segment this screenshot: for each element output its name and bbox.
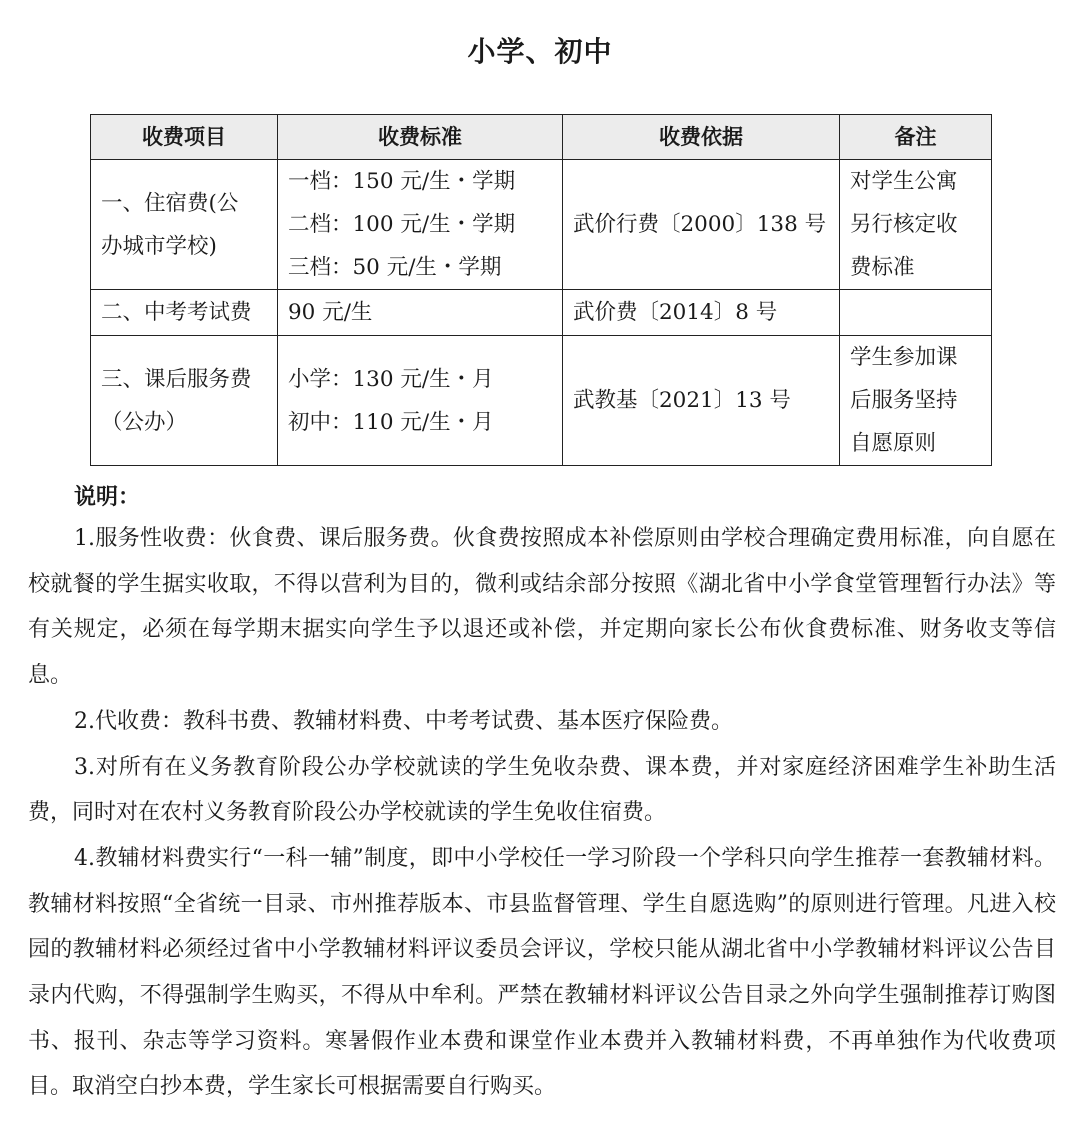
note-paragraph: 2.代收费：教科书费、教辅材料费、中考考试费、基本医疗保险费。 xyxy=(74,708,733,734)
cell-line: 三档：50 元/生・学期 xyxy=(288,255,502,280)
cell-line: 办城市学校) xyxy=(101,233,217,259)
cell-fee-item: 二、中考考试费 xyxy=(91,290,278,336)
table-row xyxy=(91,160,992,290)
note-paragraph: 1.服务性收费：伙食费、课后服务费。伙食费按照成本补偿原则由学校合理确定费用标准，向自愿在校就餐的学生据实收取，不得以营利为目的，微利或结余部分按照《湖北省中小学食堂管理暂行办法》等有关规定，必须在每学期末据实向学生予以退还或补偿，并定期向家长公布伙食费标准、财务收支等信息。 xyxy=(28,526,1056,689)
cell-fee-standard: 90 元/生 xyxy=(278,290,563,336)
cell-line: 学生参加课 xyxy=(850,345,958,370)
header-fee-basis: 收费依据 xyxy=(563,115,840,160)
cell-fee-item xyxy=(91,160,278,290)
header-remarks: 备注 xyxy=(840,115,992,160)
note-paragraph: 4.教辅材料费实行“一科一辅”制度，即中小学校任一学习阶段一个学科只向学生推荐一套教辅材料。教辅材料按照“全省统一目录、市州推荐版本、市县监督管理、学生自愿选购”的原则进行管理。凡进入校园的教辅材料必须经过省中小学教辅材料评议委员会评议，学校只能从湖北省中小学教辅材料评议公告目录内代购，不得强制学生购买，不得从中牟利。严禁在教辅材料评议公告目录之外向学生强制推荐订购图书、报刊、杂志等学习资料。寒暑假作业本费和课堂作业本费并入教辅材料费，不再单独作为代收费项目。取消空白抄本费，学生家长可根据需要自行购买。 xyxy=(28,845,1056,1100)
table-row xyxy=(91,336,992,466)
fee-table xyxy=(90,114,992,466)
notes-heading: 说明： xyxy=(74,485,141,510)
cell-line: 二档：100 元/生・学期 xyxy=(288,212,516,237)
note-paragraph: 3.对所有在义务教育阶段公办学校就读的学生免收杂费、课本费，并对家庭经济困难学生补助生活费，同时对在农村义务教育阶段公办学校就读的学生免收住宿费。 xyxy=(28,754,1056,826)
page-title: 小学、初中 xyxy=(467,35,613,68)
cell-line: 费标准 xyxy=(850,255,915,280)
cell-fee-standard xyxy=(278,336,563,466)
cell-line: 一、住宿费(公 xyxy=(101,190,239,216)
cell-fee-basis: 武价行费〔2000〕138 号 xyxy=(563,160,840,290)
cell-fee-item xyxy=(91,336,278,466)
table-header-row xyxy=(91,115,992,160)
table-row xyxy=(91,290,992,336)
cell-remarks xyxy=(840,160,992,290)
header-fee-standard: 收费标准 xyxy=(278,115,563,160)
cell-line: 一档：150 元/生・学期 xyxy=(288,169,516,194)
cell-remarks xyxy=(840,336,992,466)
cell-remarks xyxy=(840,290,992,336)
cell-line: 初中：110 元/生・月 xyxy=(288,409,494,435)
notes-body xyxy=(28,516,1056,1110)
cell-line: 小学：130 元/生・月 xyxy=(288,366,494,392)
cell-fee-standard xyxy=(278,160,563,290)
cell-fee-basis: 武教基〔2021〕13 号 xyxy=(563,336,840,466)
header-fee-item: 收费项目 xyxy=(91,115,278,160)
cell-line: 三、课后服务费 xyxy=(101,366,252,392)
cell-line: 另行核定收 xyxy=(850,212,958,237)
cell-line: 自愿原则 xyxy=(850,431,937,456)
cell-fee-basis: 武价费〔2014〕8 号 xyxy=(563,290,840,336)
cell-line: 后服务坚持 xyxy=(850,388,958,413)
cell-line: （公办） xyxy=(101,409,188,435)
cell-line: 对学生公寓 xyxy=(850,169,958,194)
